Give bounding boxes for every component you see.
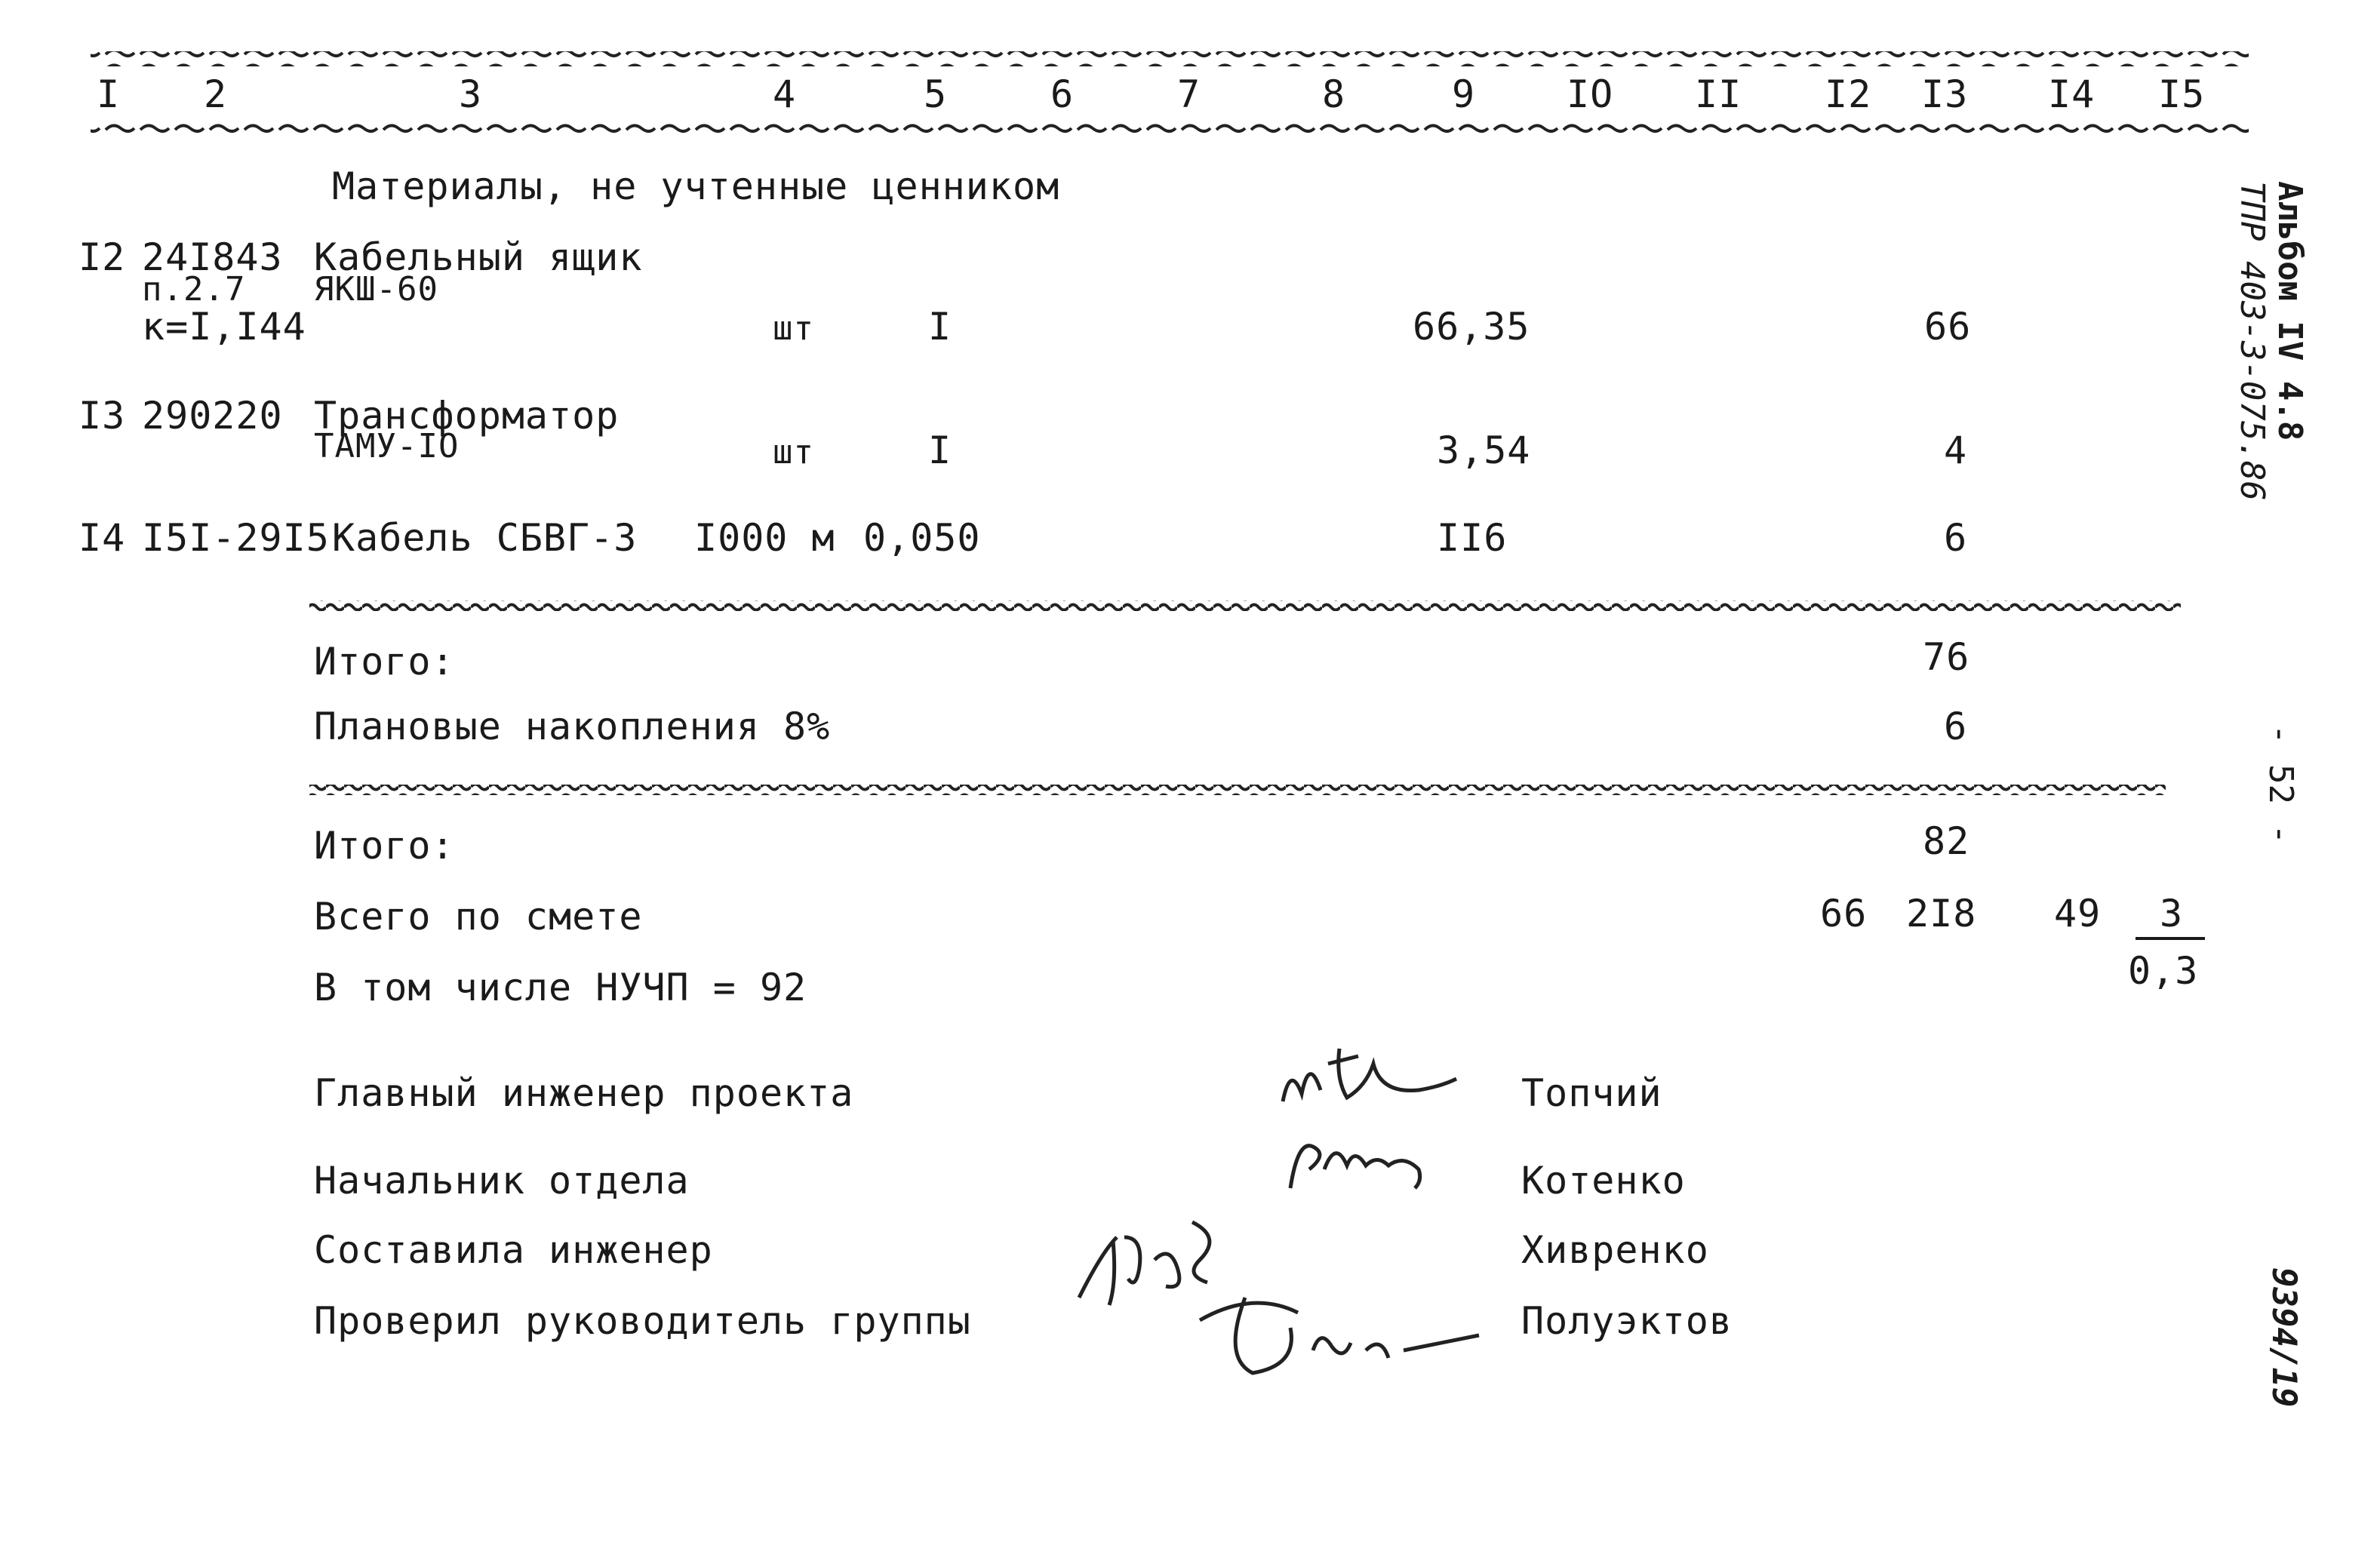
col-header-12: I2: [1825, 72, 1872, 116]
col-header-9: 9: [1452, 72, 1476, 116]
row-qty: 0,050: [863, 516, 981, 560]
signature-role: Проверил руководитель группы: [314, 1299, 971, 1343]
row-number: I4: [78, 516, 126, 560]
total-col13: 2I8: [1906, 892, 1977, 935]
signature-scribble-1: [1268, 1034, 1464, 1117]
row-code: I5I-29I5: [142, 516, 330, 560]
itogo-value-1: 76: [1923, 635, 1970, 679]
signature-name: Топчий: [1521, 1071, 1662, 1115]
separator-line-1: [309, 601, 2181, 611]
row-price: II6: [1437, 516, 1508, 560]
fraction-line: [2136, 937, 2205, 940]
row-name: Кабельный ящик: [314, 235, 643, 279]
plan-accumulation-label: Плановые накопления 8%: [314, 705, 831, 748]
col-header-7: 7: [1177, 72, 1201, 116]
row-unit: шт: [773, 433, 814, 472]
col-header-3: 3: [459, 72, 483, 116]
total-col14: 49: [2054, 892, 2102, 935]
col-header-6: 6: [1050, 72, 1075, 116]
row-code: 24I843: [142, 235, 283, 279]
doc-number: 9394/19: [2265, 1267, 2303, 1408]
row-total: 6: [1944, 516, 1968, 560]
col-header-13: I3: [1921, 72, 1969, 116]
row-code: 290220: [142, 394, 283, 438]
row-number: I3: [78, 394, 126, 438]
signature-role: Главный инженер проекта: [314, 1071, 854, 1115]
album-label: Альбом IV 4.8: [2271, 181, 2309, 441]
header-top-line: [91, 51, 2249, 66]
col-header-10: IO: [1567, 72, 1614, 116]
signature-name: Котенко: [1521, 1159, 1686, 1203]
signature-scribble-3: [1072, 1207, 1494, 1388]
album-doc-code: ТПР 403-3-075.86: [2233, 181, 2271, 501]
row-name: Трансформатор: [314, 394, 620, 438]
plan-accumulation-value: 6: [1944, 705, 1968, 748]
row-total: 4: [1944, 429, 1968, 472]
total-col15-numerator: 3: [2160, 892, 2184, 935]
signature-name: Полуэктов: [1521, 1299, 1733, 1343]
row-total: 66: [1924, 305, 1972, 349]
signature-name: Хивренко: [1521, 1228, 1709, 1272]
row-name-line2: ТАМУ-IO: [314, 427, 460, 465]
total-estimate-label: Всего по смете: [314, 895, 643, 938]
row-qty: I: [928, 305, 952, 349]
total-col12: 66: [1820, 892, 1868, 935]
itogo-label-2: Итого:: [314, 824, 455, 868]
col-header-15: I5: [2158, 72, 2206, 116]
page-number: - 52 -: [2262, 724, 2300, 844]
nuchp-line: В том числе НУЧП = 92: [314, 966, 807, 1009]
signature-role: Составила инженер: [314, 1228, 713, 1272]
col-header-2: 2: [204, 72, 228, 116]
separator-line-2: [309, 785, 2166, 795]
row-unit: I000 м: [694, 516, 835, 560]
row-price: 3,54: [1437, 429, 1531, 472]
col-header-1: I: [97, 72, 121, 116]
col-header-5: 5: [924, 72, 948, 116]
section-title: Материалы, не учтенные ценником: [332, 164, 1060, 208]
col-header-4: 4: [773, 72, 797, 116]
row-name-line2: ЯКШ-60: [314, 270, 438, 309]
row-code-line2: п.2.7: [142, 270, 246, 309]
row-number: I2: [78, 235, 126, 279]
col-header-11: II: [1695, 72, 1742, 116]
row-name: Кабель СБВГ-3: [332, 516, 638, 560]
itogo-label-1: Итого:: [314, 640, 455, 683]
header-bottom-line: [91, 122, 2249, 137]
itogo-value-2: 82: [1923, 819, 1970, 863]
total-col15-denominator: 0,3: [2128, 949, 2199, 993]
signature-scribble-2: [1283, 1124, 1449, 1200]
col-header-14: I4: [2048, 72, 2096, 116]
row-price: 66,35: [1413, 305, 1530, 349]
row-qty: I: [928, 429, 952, 472]
col-header-8: 8: [1322, 72, 1346, 116]
row-unit: шт: [773, 309, 814, 348]
signature-role: Начальник отдела: [314, 1159, 690, 1203]
row-code-line3: к=I,I44: [142, 305, 306, 349]
